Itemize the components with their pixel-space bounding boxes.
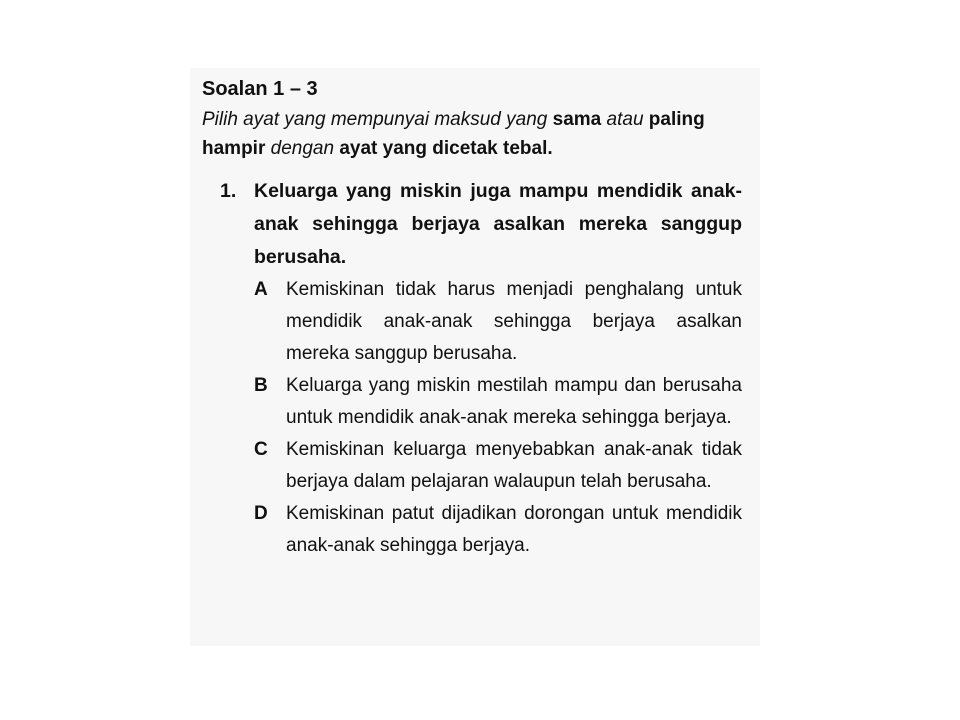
option-letter: D [254, 503, 268, 524]
instruction-part-1: Pilih ayat yang mempunyai maksud yang [202, 109, 548, 130]
option-d[interactable] [254, 498, 742, 562]
question-number: 1. [220, 180, 237, 202]
option-c[interactable] [254, 434, 742, 498]
option-letter: A [254, 279, 268, 300]
question-text: Keluarga yang miskin juga mampu mendidik anak-anak sehingga berjaya asalkan mereka sanggup berusaha. [254, 180, 742, 268]
instruction-part-3: atau [606, 109, 644, 130]
option-letter: C [254, 439, 268, 460]
instruction-part-2: sama [552, 109, 602, 130]
answer-options [254, 274, 742, 562]
option-b[interactable] [254, 370, 742, 434]
instruction-text [202, 105, 742, 163]
option-a[interactable] [254, 274, 742, 370]
question-block [202, 76, 742, 562]
option-letter: B [254, 375, 268, 396]
option-text: Kemiskinan tidak harus menjadi penghalang untuk mendidik anak-anak sehingga berjaya asalkan mereka sanggup berusaha. [286, 279, 742, 364]
option-text: Kemiskinan keluarga menyebabkan anak-anak tidak berjaya dalam pelajaran walaupun telah berusaha. [286, 439, 742, 492]
section-heading: Soalan 1 – 3 [202, 78, 318, 100]
instruction-part-5: dengan [270, 138, 335, 159]
instruction-part-4: paling hampir [202, 109, 705, 159]
question-1 [202, 175, 742, 562]
instruction-part-6: ayat yang dicetak tebal. [339, 138, 553, 159]
option-text: Keluarga yang miskin mestilah mampu dan berusaha untuk mendidik anak-anak mereka sehingga berjaya. [286, 375, 742, 428]
option-text: Kemiskinan patut dijadikan dorongan untuk mendidik anak-anak sehingga berjaya. [286, 503, 742, 556]
